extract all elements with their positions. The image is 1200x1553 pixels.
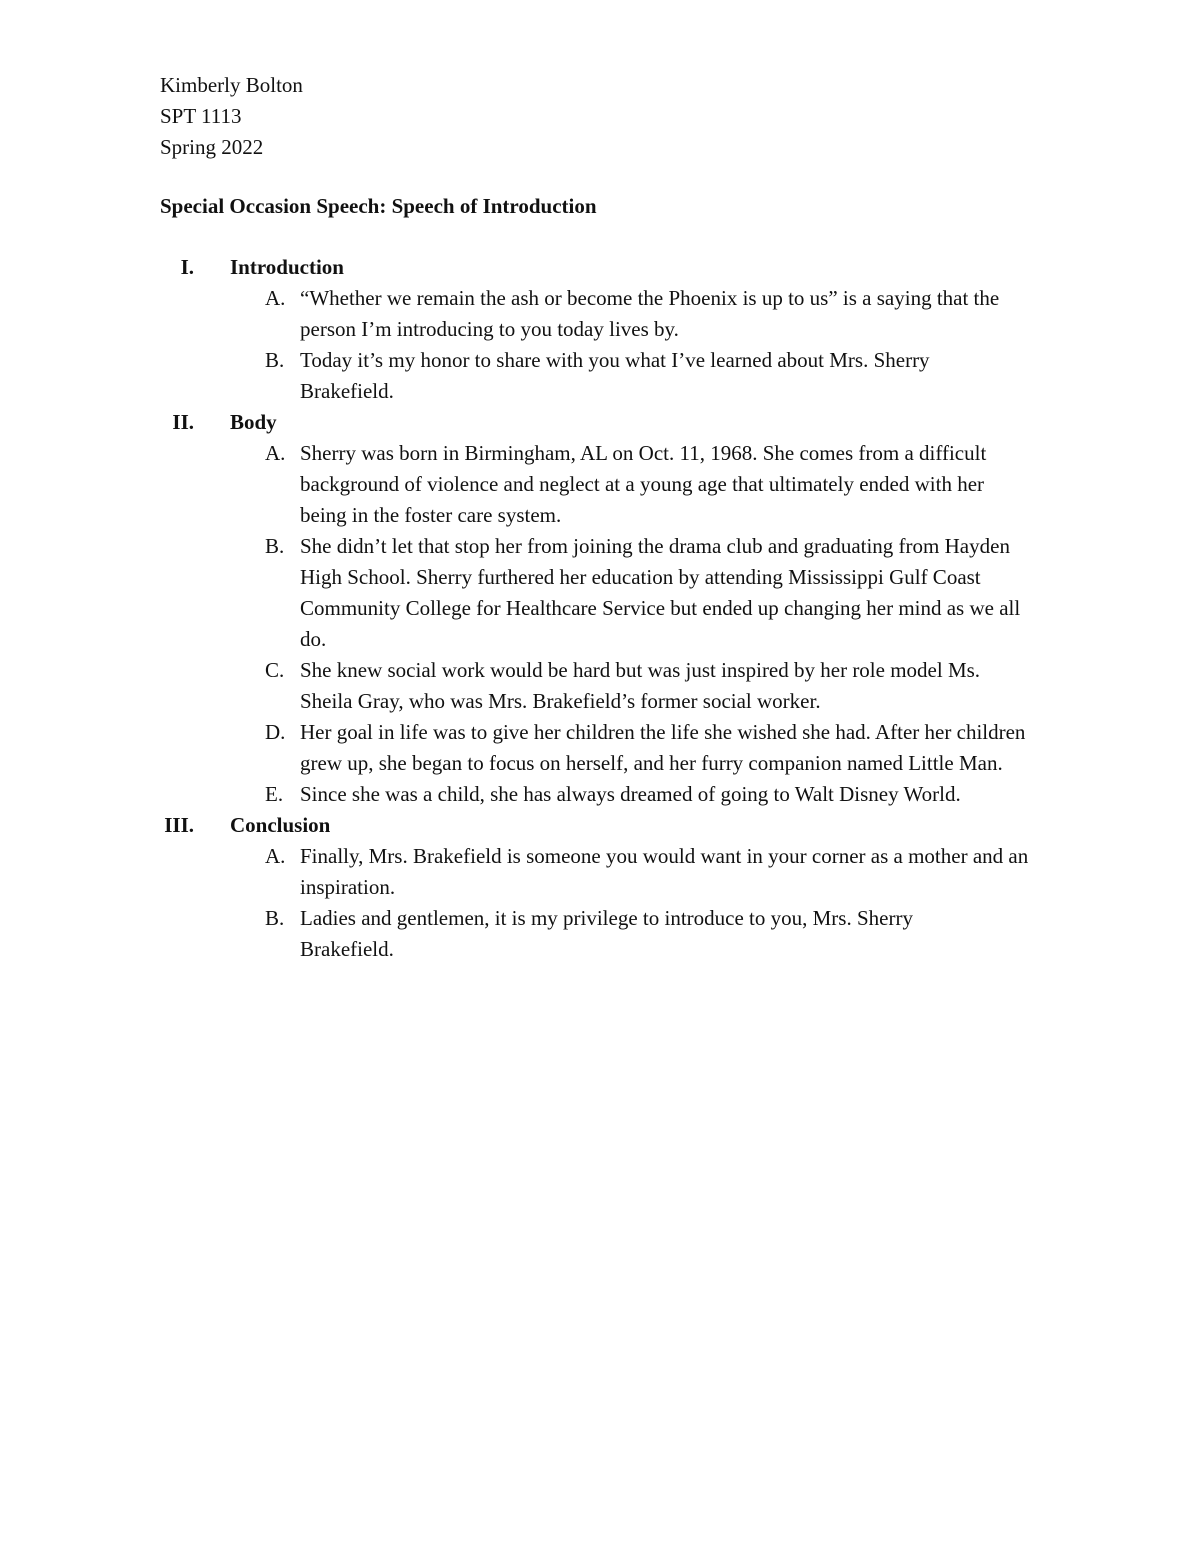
item-letter: E. [265, 782, 284, 806]
section-heading [0, 407, 1200, 438]
item-letter: A. [265, 441, 286, 465]
item-text: She knew social work would be hard but was just inspired by her role model Ms. Sheila Gray, who was Mrs. Brakefield’s former social worker. [300, 658, 981, 713]
section-heading [0, 810, 1200, 841]
outline-section-conclusion [0, 810, 1200, 965]
outline-item [0, 841, 1052, 903]
outline-section-introduction [0, 252, 1200, 407]
speech-outline [0, 252, 1200, 965]
document-title: Special Occasion Speech: Speech of Introduction [160, 194, 597, 218]
outline-item [0, 438, 1005, 531]
section-label: Conclusion [230, 813, 331, 837]
item-text: Today it’s my honor to share with you what I’ve learned about Mrs. Sherry Brakefield. [300, 348, 930, 403]
item-letter: A. [265, 286, 286, 310]
section-heading [0, 252, 1200, 283]
item-text: Sherry was born in Birmingham, AL on Oct. 11, 1968. She comes from a difficult background of violence and neglect at a young age that ultimately ended with her being in the foster care system. [300, 441, 987, 527]
item-letter: C. [265, 658, 285, 682]
outline-item [0, 283, 1052, 345]
item-letter: A. [265, 844, 286, 868]
outline-item [0, 345, 1012, 407]
course-code: SPT 1113 [160, 104, 242, 128]
item-text: She didn’t let that stop her from joining the drama club and graduating from Hayden High School. Sherry furthered her education by attending Mississippi Gulf Coast Community College for Healthcare Service but ended up changing her mind as we all do. [300, 534, 1021, 651]
outline-item [0, 903, 1012, 965]
section-label: Body [230, 410, 277, 434]
term: Spring 2022 [160, 135, 264, 159]
item-letter: B. [265, 906, 285, 930]
outline-section-body [0, 407, 1200, 810]
item-letter: B. [265, 534, 285, 558]
author-name: Kimberly Bolton [160, 73, 303, 97]
item-text: Finally, Mrs. Brakefield is someone you would want in your corner as a mother and an inspiration. [300, 844, 1029, 899]
item-text: Ladies and gentlemen, it is my privilege to introduce to you, Mrs. Sherry Brakefield. [300, 906, 913, 961]
outline-item [0, 717, 1062, 779]
item-letter: D. [265, 720, 286, 744]
section-numeral: III. [164, 813, 194, 837]
section-numeral: I. [180, 255, 194, 279]
outline-item [0, 531, 1040, 655]
item-text: Her goal in life was to give her children the life she wished she had. After her children grew up, she began to focus on herself, and her furry companion named Little Man. [300, 720, 1026, 775]
outline-item [0, 655, 1025, 717]
item-text: “Whether we remain the ash or become the Phoenix is up to us” is a saying that the person I’m introducing to you today lives by. [300, 286, 1000, 341]
outline-item [0, 779, 1070, 810]
section-numeral: II. [172, 410, 194, 434]
item-text: Since she was a child, she has always dreamed of going to Walt Disney World. [300, 782, 961, 806]
item-letter: B. [265, 348, 285, 372]
section-label: Introduction [230, 255, 344, 279]
